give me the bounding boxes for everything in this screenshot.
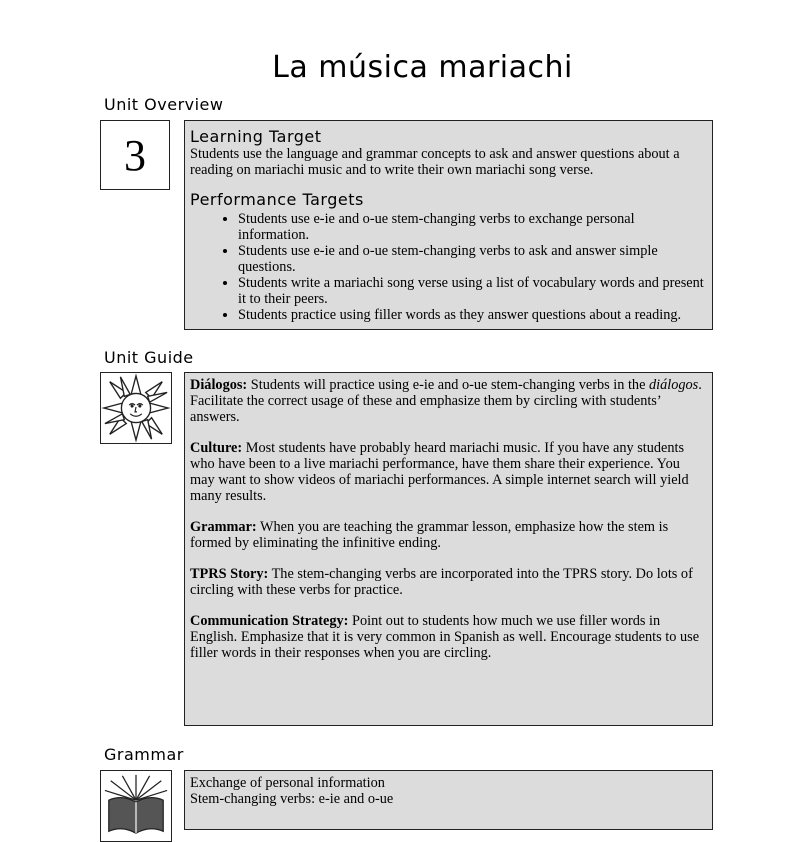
performance-targets-heading: Performance Targets: [190, 190, 364, 209]
grammar-paragraph: [190, 519, 706, 551]
dialogos-paragraph: [190, 377, 706, 425]
dialogos-heading: Diálogos:: [190, 377, 248, 393]
open-book-icon-graphic: [101, 771, 171, 841]
tprs-heading: TPRS Story:: [190, 566, 269, 582]
grammar-text: When you are teaching the grammar lesson, emphasize how the stem is formed by eliminating the infinitive ending.: [190, 519, 669, 551]
unit-guide-label: Unit Guide: [104, 348, 194, 367]
learning-target-text: Students use the language and grammar concepts to ask and answer questions about a reading on mariachi music and to write their own mariachi song verse.: [190, 146, 680, 178]
sun-face-icon-graphic: [101, 373, 171, 443]
dialogos-emphasis: diálogos: [649, 377, 699, 393]
grammar-label: Grammar: [104, 745, 184, 764]
culture-heading: Culture:: [190, 440, 243, 456]
list-item: • Students use e-ie and o-ue stem-changing verbs to exchange personal information.: [238, 211, 706, 243]
grammar-line: Stem-changing verbs: e-ie and o-ue: [190, 791, 394, 807]
culture-text: Most students have probably heard mariachi music. If you have any students who have been to a live mariachi performance, have them share their experience. You may want to show videos of mariachi performances. A simple internet search will yield many results.: [190, 440, 689, 504]
grammar-line: Exchange of personal information: [190, 775, 385, 791]
unit-overview-panel: [184, 120, 713, 330]
sun-face-icon: [100, 372, 172, 444]
communication-text: Point out to students how much we use filler words in English. Emphasize that it is very common in Spanish as well. Encourage students to use filler words in their responses when you are circling.: [190, 613, 700, 661]
unit-guide-panel: [184, 372, 713, 726]
communication-heading: Communication Strategy:: [190, 613, 349, 629]
tprs-text: The stem-changing verbs are incorporated into the TPRS story. Do lots of circling with these verbs for practice.: [190, 566, 693, 598]
tprs-paragraph: [190, 566, 706, 598]
dialogos-text-after: . Facilitate the correct usage of these and emphasize them by circling with students’ answers.: [190, 377, 702, 425]
grammar-panel: [184, 770, 713, 830]
list-item: • Students practice using filler words as they answer questions about a reading.: [238, 307, 706, 323]
list-item: • Students use e-ie and o-ue stem-changing verbs to ask and answer simple questions.: [238, 243, 706, 275]
communication-paragraph: [190, 613, 706, 661]
learning-target-heading: Learning Target: [190, 127, 322, 146]
list-item: • Students write a mariachi song verse using a list of vocabulary words and present it to their peers.: [238, 275, 706, 307]
unit-overview-label: Unit Overview: [104, 95, 224, 114]
unit-number-box: 3: [100, 120, 170, 190]
grammar-heading: Grammar:: [190, 519, 257, 535]
performance-targets-list: [190, 211, 706, 323]
open-book-icon: [100, 770, 172, 842]
page-title: La música mariachi: [272, 50, 573, 85]
dialogos-text-before: Students will practice using e-ie and o-ue stem-changing verbs in the: [247, 377, 649, 393]
culture-paragraph: [190, 440, 706, 504]
